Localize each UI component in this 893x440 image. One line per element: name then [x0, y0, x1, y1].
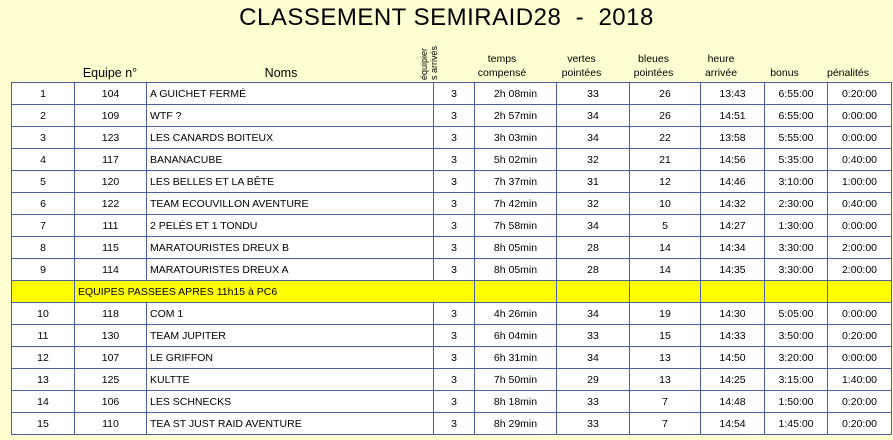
members-arrived-cell: 3: [434, 303, 475, 325]
arrival-time-cell: 14:33: [701, 325, 765, 347]
members-arrived-cell: 3: [434, 391, 475, 413]
table-row: [12, 149, 892, 171]
header-penalites: pénalités: [826, 67, 870, 79]
green-points-cell: 33: [557, 391, 630, 413]
compensated-time-cell: 4h 26min: [475, 303, 557, 325]
arrival-time-cell: 14:32: [701, 193, 765, 215]
rank-cell: 1: [12, 83, 75, 105]
team-number-cell: 118: [75, 303, 147, 325]
team-number-cell: 122: [75, 193, 147, 215]
green-points-cell: 28: [557, 237, 630, 259]
blue-points-cell: 14: [630, 237, 701, 259]
compensated-time-cell: 5h 02min: [475, 149, 557, 171]
bonus-cell: 1:45:00: [765, 413, 828, 435]
members-arrived-cell: 3: [434, 237, 475, 259]
table-row: [12, 215, 892, 237]
arrival-time-cell: 13:58: [701, 127, 765, 149]
blue-points-cell: 12: [630, 171, 701, 193]
blue-points-cell: 22: [630, 127, 701, 149]
header-equipiers-arrives: équipier s arrivés: [419, 45, 439, 80]
rank-cell: 12: [12, 347, 75, 369]
team-name-cell: LES SCHNECKS: [147, 391, 434, 413]
team-name-cell: LE GRIFFON: [147, 347, 434, 369]
arrival-time-cell: 14:54: [701, 413, 765, 435]
arrival-time-cell: 14:30: [701, 303, 765, 325]
table-row: [12, 105, 892, 127]
team-number-cell: 106: [75, 391, 147, 413]
table-row: [12, 127, 892, 149]
team-number-cell: 120: [75, 171, 147, 193]
compensated-time-cell: 7h 42min: [475, 193, 557, 215]
team-name-cell: MARATOURISTES DREUX A: [147, 259, 434, 281]
arrival-time-cell: 14:34: [701, 237, 765, 259]
members-arrived-cell: 3: [434, 105, 475, 127]
team-number-cell: 107: [75, 347, 147, 369]
table-row: [12, 193, 892, 215]
header-bonus: bonus: [770, 67, 799, 79]
rank-cell: 4: [12, 149, 75, 171]
blue-points-cell: 10: [630, 193, 701, 215]
compensated-time-cell: 2h 57min: [475, 105, 557, 127]
members-arrived-cell: 3: [434, 347, 475, 369]
header-heure: heure arrivée: [704, 53, 738, 79]
header-temps: temps compensé: [477, 53, 527, 79]
compensated-time-cell: 8h 29min: [475, 413, 557, 435]
arrival-time-cell: 13:43: [701, 83, 765, 105]
arrival-time-cell: 14:27: [701, 215, 765, 237]
bonus-cell: 3:50:00: [765, 325, 828, 347]
rank-cell: 3: [12, 127, 75, 149]
rank-cell: 13: [12, 369, 75, 391]
team-name-cell: TEAM ECOUVILLON AVENTURE: [147, 193, 434, 215]
penalties-cell: 1:00:00: [828, 171, 892, 193]
penalties-cell: 0:40:00: [828, 149, 892, 171]
bonus-cell: 3:30:00: [765, 237, 828, 259]
header-noms: Noms: [264, 66, 298, 80]
bonus-cell: 6:55:00: [765, 83, 828, 105]
compensated-time-cell: 6h 31min: [475, 347, 557, 369]
table-row: [12, 303, 892, 325]
blue-points-cell: 13: [630, 369, 701, 391]
arrival-time-cell: 14:56: [701, 149, 765, 171]
blue-points-cell: 21: [630, 149, 701, 171]
bonus-cell: 1:30:00: [765, 215, 828, 237]
rank-cell: 11: [12, 325, 75, 347]
bonus-cell: 1:50:00: [765, 391, 828, 413]
bonus-cell: 5:35:00: [765, 149, 828, 171]
compensated-time-cell: 8h 18min: [475, 391, 557, 413]
green-points-cell: 34: [557, 105, 630, 127]
bonus-cell: 3:15:00: [765, 369, 828, 391]
team-name-cell: TEA ST JUST RAID AVENTURE: [147, 413, 434, 435]
members-arrived-cell: 3: [434, 149, 475, 171]
arrival-time-cell: 14:51: [701, 105, 765, 127]
rank-cell: 9: [12, 259, 75, 281]
penalties-cell: 0:20:00: [828, 413, 892, 435]
page-title: CLASSEMENT SEMIRAID28 - 2018: [239, 4, 654, 31]
arrival-time-cell: 14:50: [701, 347, 765, 369]
team-name-cell: A GUICHET FERMÉ: [147, 83, 434, 105]
rank-cell: 6: [12, 193, 75, 215]
team-number-cell: 130: [75, 325, 147, 347]
team-number-cell: 110: [75, 413, 147, 435]
team-name-cell: LES BELLES ET LA BÊTE: [147, 171, 434, 193]
table-row: [12, 413, 892, 435]
arrival-time-cell: 14:35: [701, 259, 765, 281]
bonus-cell: 3:10:00: [765, 171, 828, 193]
table-row: [12, 325, 892, 347]
blue-points-cell: 7: [630, 413, 701, 435]
table-row: [12, 171, 892, 193]
rank-cell: 7: [12, 215, 75, 237]
team-number-cell: 104: [75, 83, 147, 105]
green-points-cell: 34: [557, 347, 630, 369]
team-name-cell: TEAM JUPITER: [147, 325, 434, 347]
compensated-time-cell: 8h 05min: [475, 237, 557, 259]
team-name-cell: KULTTE: [147, 369, 434, 391]
team-number-cell: 117: [75, 149, 147, 171]
green-points-cell: 33: [557, 83, 630, 105]
bonus-cell: 5:55:00: [765, 127, 828, 149]
penalties-cell: 0:00:00: [828, 347, 892, 369]
arrival-time-cell: 14:48: [701, 391, 765, 413]
green-points-cell: 32: [557, 149, 630, 171]
team-name-cell: LES CANARDS BOITEUX: [147, 127, 434, 149]
team-number-cell: 111: [75, 215, 147, 237]
penalties-cell: 0:00:00: [828, 303, 892, 325]
group-separator: [12, 281, 892, 303]
team-number-cell: 114: [75, 259, 147, 281]
ranking-rows-late: [12, 303, 892, 435]
penalties-cell: 0:20:00: [828, 325, 892, 347]
blue-points-cell: 5: [630, 215, 701, 237]
green-points-cell: 34: [557, 303, 630, 325]
members-arrived-cell: 3: [434, 171, 475, 193]
penalties-cell: 0:40:00: [828, 193, 892, 215]
penalties-cell: 0:00:00: [828, 105, 892, 127]
compensated-time-cell: 7h 37min: [475, 171, 557, 193]
rank-cell: 15: [12, 413, 75, 435]
penalties-cell: 0:00:00: [828, 215, 892, 237]
green-points-cell: 28: [557, 259, 630, 281]
penalties-cell: 2:00:00: [828, 237, 892, 259]
blue-points-cell: 26: [630, 83, 701, 105]
blue-points-cell: 7: [630, 391, 701, 413]
blue-points-cell: 14: [630, 259, 701, 281]
table-row: [12, 259, 892, 281]
header-equipe: Equipe n°: [82, 66, 138, 80]
penalties-cell: 0:00:00: [828, 127, 892, 149]
green-points-cell: 34: [557, 215, 630, 237]
bonus-cell: 2:30:00: [765, 193, 828, 215]
team-name-cell: COM 1: [147, 303, 434, 325]
table-row: [12, 237, 892, 259]
team-name-cell: MARATOURISTES DREUX B: [147, 237, 434, 259]
green-points-cell: 34: [557, 127, 630, 149]
penalties-cell: 1:40:00: [828, 369, 892, 391]
green-points-cell: 32: [557, 193, 630, 215]
compensated-time-cell: 7h 50min: [475, 369, 557, 391]
penalties-cell: 0:20:00: [828, 391, 892, 413]
header-bleues: bleues pointées: [633, 53, 674, 79]
group-label: EQUIPES PASSEES APRES 11h15 à PC6: [75, 281, 475, 303]
table-row: [12, 369, 892, 391]
blue-points-cell: 15: [630, 325, 701, 347]
compensated-time-cell: 6h 04min: [475, 325, 557, 347]
arrival-time-cell: 14:25: [701, 369, 765, 391]
rank-cell: 10: [12, 303, 75, 325]
bonus-cell: 3:30:00: [765, 259, 828, 281]
compensated-time-cell: 2h 08min: [475, 83, 557, 105]
members-arrived-cell: 3: [434, 413, 475, 435]
rank-cell: 8: [12, 237, 75, 259]
compensated-time-cell: 3h 03min: [475, 127, 557, 149]
compensated-time-cell: 8h 05min: [475, 259, 557, 281]
bonus-cell: 5:05:00: [765, 303, 828, 325]
members-arrived-cell: 3: [434, 215, 475, 237]
green-points-cell: 31: [557, 171, 630, 193]
group-row: [12, 281, 892, 303]
team-number-cell: 109: [75, 105, 147, 127]
members-arrived-cell: 3: [434, 369, 475, 391]
table-row: [12, 347, 892, 369]
penalties-cell: 0:20:00: [828, 83, 892, 105]
blue-points-cell: 19: [630, 303, 701, 325]
rank-cell: 2: [12, 105, 75, 127]
team-number-cell: 115: [75, 237, 147, 259]
bonus-cell: 3:20:00: [765, 347, 828, 369]
team-name-cell: 2 PELÉS ET 1 TONDU: [147, 215, 434, 237]
ranking-rows-main: [12, 83, 892, 281]
blue-points-cell: 13: [630, 347, 701, 369]
members-arrived-cell: 3: [434, 193, 475, 215]
green-points-cell: 33: [557, 413, 630, 435]
header-vertes: vertes pointées: [561, 53, 602, 79]
compensated-time-cell: 7h 58min: [475, 215, 557, 237]
members-arrived-cell: 3: [434, 325, 475, 347]
penalties-cell: 2:00:00: [828, 259, 892, 281]
table-row: [12, 83, 892, 105]
bonus-cell: 6:55:00: [765, 105, 828, 127]
column-headers: [0, 40, 893, 82]
ranking-table: [11, 82, 892, 435]
team-name-cell: BANANACUBE: [147, 149, 434, 171]
rank-cell: 5: [12, 171, 75, 193]
team-number-cell: 123: [75, 127, 147, 149]
table-row: [12, 391, 892, 413]
team-name-cell: WTF ?: [147, 105, 434, 127]
green-points-cell: 33: [557, 325, 630, 347]
members-arrived-cell: 3: [434, 127, 475, 149]
members-arrived-cell: 3: [434, 259, 475, 281]
green-points-cell: 29: [557, 369, 630, 391]
blue-points-cell: 26: [630, 105, 701, 127]
rank-cell: 14: [12, 391, 75, 413]
members-arrived-cell: 3: [434, 83, 475, 105]
team-number-cell: 125: [75, 369, 147, 391]
arrival-time-cell: 14:46: [701, 171, 765, 193]
